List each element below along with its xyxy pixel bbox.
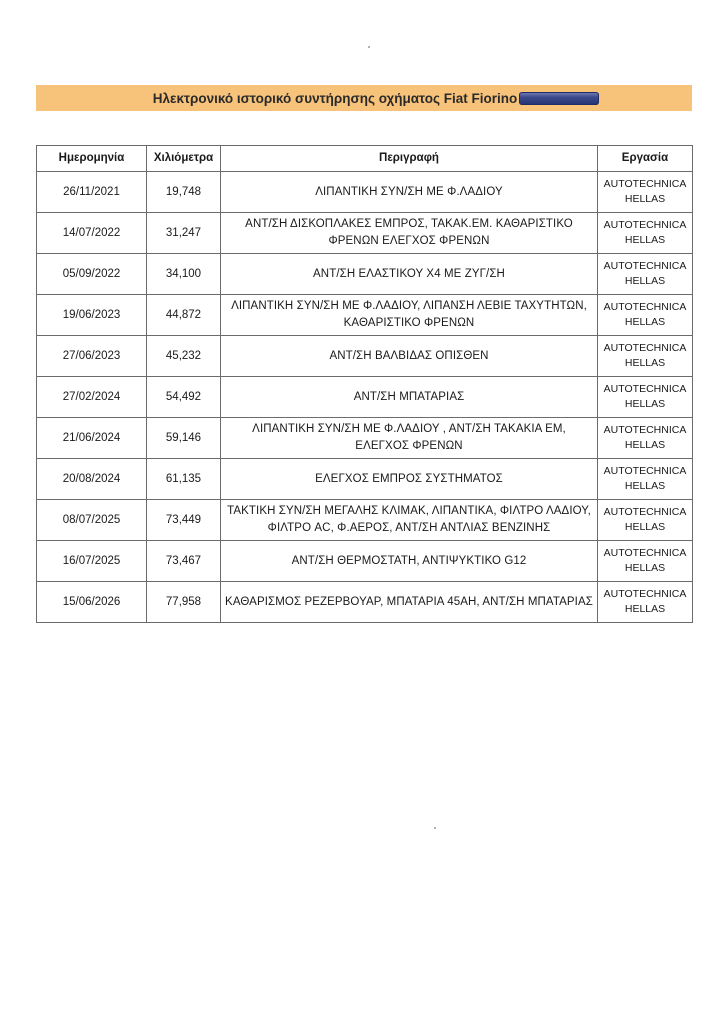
cell-description: ΑΝΤ/ΣΗ ΒΑΛΒΙΔΑΣ ΟΠΙΣΘΕΝ	[221, 336, 598, 377]
table-row	[37, 336, 693, 377]
cell-km: 73,449	[147, 500, 221, 541]
table-row	[37, 377, 693, 418]
table-header-row	[37, 146, 693, 172]
cell-km: 19,748	[147, 172, 221, 213]
cell-description: ΑΝΤ/ΣΗ ΔΙΣΚΟΠΛΑΚΕΣ ΕΜΠΡΟΣ, ΤΑΚΑΚ.ΕΜ. ΚΑΘΑΡΙΣΤΙΚΟ ΦΡΕΝΩΝ ΕΛΕΓΧΟΣ ΦΡΕΝΩΝ	[221, 213, 598, 254]
header-km: Χιλιόμετρα	[147, 146, 221, 172]
table-row	[37, 459, 693, 500]
cell-km: 77,958	[147, 582, 221, 623]
cell-date: 26/11/2021	[37, 172, 147, 213]
cell-description: ΑΝΤ/ΣΗ ΜΠΑΤΑΡΙΑΣ	[221, 377, 598, 418]
cell-description: ΚΑΘΑΡΙΣΜΟΣ ΡΕΖΕΡΒΟΥΑΡ, ΜΠΑΤΑΡΙΑ 45ΑΗ, ΑΝΤ/ΣΗ ΜΠΑΤΑΡΙΑΣ	[221, 582, 598, 623]
table-row	[37, 541, 693, 582]
table-row	[37, 213, 693, 254]
cell-date: 19/06/2023	[37, 295, 147, 336]
cell-date: 14/07/2022	[37, 213, 147, 254]
cell-work: AUTOTECHNICA HELLAS	[598, 582, 693, 623]
cell-date: 27/02/2024	[37, 377, 147, 418]
scan-speck	[368, 46, 370, 48]
cell-km: 54,492	[147, 377, 221, 418]
header-date: Ημερομηνία	[37, 146, 147, 172]
table-row	[37, 295, 693, 336]
cell-description: ΛΙΠΑΝΤΙΚΗ ΣΥΝ/ΣΗ ΜΕ Φ.ΛΑΔΙΟΥ	[221, 172, 598, 213]
cell-work: AUTOTECHNICA HELLAS	[598, 541, 693, 582]
cell-date: 15/06/2026	[37, 582, 147, 623]
maintenance-history-table	[36, 145, 693, 623]
header-description: Περιγραφή	[221, 146, 598, 172]
cell-work: AUTOTECHNICA HELLAS	[598, 336, 693, 377]
table-row	[37, 582, 693, 623]
cell-work: AUTOTECHNICA HELLAS	[598, 254, 693, 295]
scan-speck	[434, 827, 436, 829]
cell-work: AUTOTECHNICA HELLAS	[598, 377, 693, 418]
table-row	[37, 254, 693, 295]
cell-km: 31,247	[147, 213, 221, 254]
cell-description: ΛΙΠΑΝΤΙΚΗ ΣΥΝ/ΣΗ ΜΕ Φ.ΛΑΔΙΟΥ , ΑΝΤ/ΣΗ ΤΑΚΑΚΙΑ ΕΜ, ΕΛΕΓΧΟΣ ΦΡΕΝΩΝ	[221, 418, 598, 459]
cell-description: ΑΝΤ/ΣΗ ΘΕΡΜΟΣΤΑΤΗ, ΑΝΤΙΨΥΚΤΙΚΟ G12	[221, 541, 598, 582]
cell-km: 34,100	[147, 254, 221, 295]
cell-km: 73,467	[147, 541, 221, 582]
table-row	[37, 418, 693, 459]
cell-work: AUTOTECHNICA HELLAS	[598, 213, 693, 254]
cell-work: AUTOTECHNICA HELLAS	[598, 295, 693, 336]
cell-km: 44,872	[147, 295, 221, 336]
redacted-plate-mark	[519, 92, 599, 105]
table-row	[37, 172, 693, 213]
cell-date: 27/06/2023	[37, 336, 147, 377]
cell-description: ΤΑΚΤΙΚΗ ΣΥΝ/ΣΗ ΜΕΓΑΛΗΣ ΚΛΙΜΑΚ, ΛΙΠΑΝΤΙΚΑ, ΦΙΛΤΡΟ ΛΑΔΙΟΥ, ΦΙΛΤΡΟ AC, Φ.ΑΕΡΟΣ, ΑΝΤ/ΣΗ ΑΝΤΛΙΑΣ ΒΕΝΖΙΝΗΣ	[221, 500, 598, 541]
document-title: Ηλεκτρονικό ιστορικό συντήρησης οχήματος Fiat Fiorino	[153, 91, 599, 106]
cell-date: 20/08/2024	[37, 459, 147, 500]
cell-km: 59,146	[147, 418, 221, 459]
cell-work: AUTOTECHNICA HELLAS	[598, 418, 693, 459]
cell-date: 08/07/2025	[37, 500, 147, 541]
title-bar	[36, 85, 692, 111]
header-work: Εργασία	[598, 146, 693, 172]
cell-work: AUTOTECHNICA HELLAS	[598, 172, 693, 213]
table-row	[37, 500, 693, 541]
cell-date: 05/09/2022	[37, 254, 147, 295]
cell-date: 16/07/2025	[37, 541, 147, 582]
cell-description: ΕΛΕΓΧΟΣ ΕΜΠΡΟΣ ΣΥΣΤΗΜΑΤΟΣ	[221, 459, 598, 500]
cell-km: 61,135	[147, 459, 221, 500]
cell-description: ΛΙΠΑΝΤΙΚΗ ΣΥΝ/ΣΗ ΜΕ Φ.ΛΑΔΙΟΥ, ΛΙΠΑΝΣΗ ΛΕΒΙΕ ΤΑΧΥΤΗΤΩΝ, ΚΑΘΑΡΙΣΤΙΚΟ ΦΡΕΝΩΝ	[221, 295, 598, 336]
cell-description: ΑΝΤ/ΣΗ ΕΛΑΣΤΙΚΟΥ Χ4 ΜΕ ΖΥΓ/ΣΗ	[221, 254, 598, 295]
cell-km: 45,232	[147, 336, 221, 377]
cell-date: 21/06/2024	[37, 418, 147, 459]
cell-work: AUTOTECHNICA HELLAS	[598, 500, 693, 541]
cell-work: AUTOTECHNICA HELLAS	[598, 459, 693, 500]
